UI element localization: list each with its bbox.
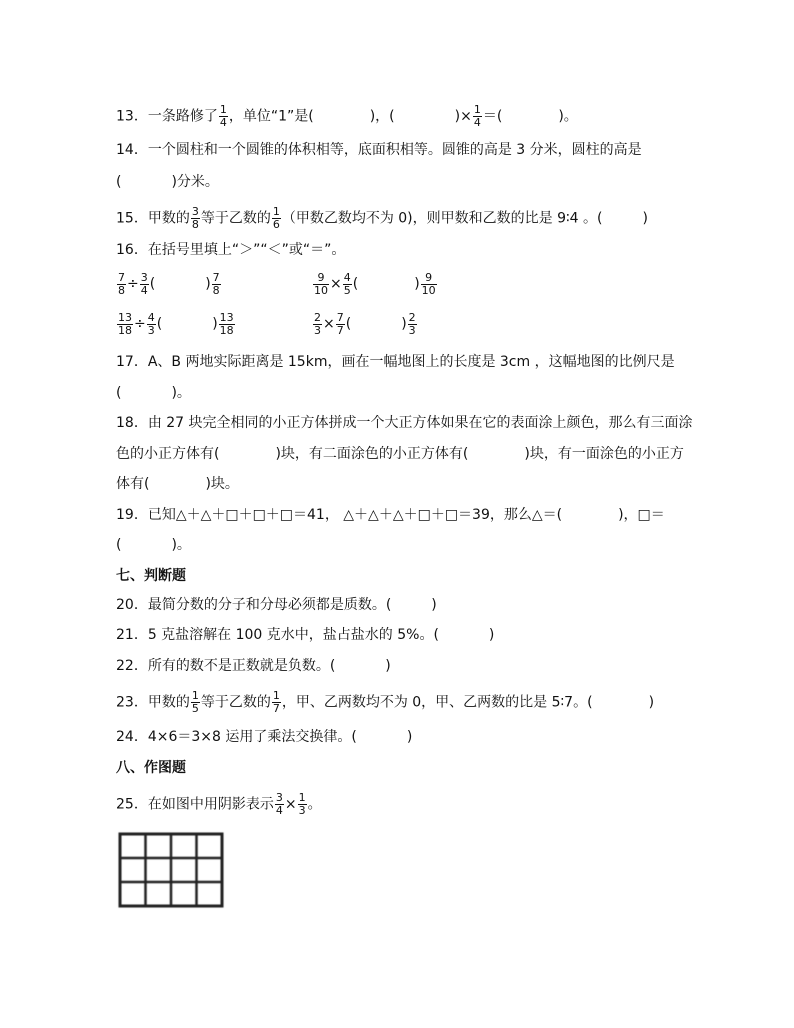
- q13-text-1: 一条路修了: [147, 108, 218, 125]
- q13-fraction-1: $\frac{1}{4}$: [219, 103, 227, 129]
- q16-expression-3: $\frac{13}{18}$ ÷ $\frac{4}{3}$ ( ) $\frac{13}{18}$: [118, 310, 234, 337]
- question-14-line-2: ( )分米。: [116, 174, 219, 190]
- shading-grid[interactable]: [118, 832, 224, 908]
- question-24: 24．4×6＝3×8 运用了乘法交换律。( ): [116, 729, 413, 745]
- q13-text-2: ，单位“1”是(: [228, 108, 314, 125]
- section-8-heading: 八、作图题: [116, 760, 186, 776]
- q23-fraction-1: $\frac{1}{5}$: [191, 689, 199, 715]
- question-20: 20．最简分数的分子和分母必须都是质数。( ): [116, 597, 437, 613]
- question-13: 13．一条路修了 $\frac{1}{4}$ ，单位“1”是( )，( )× $\frac{1}{4}$ ＝( )。: [116, 103, 578, 129]
- q15-fraction-1: $\frac{3}{8}$: [191, 205, 199, 231]
- question-15: 15．甲数的 $\frac{3}{8}$ 等于乙数的 $\frac{1}{6}$ （甲数乙数均不为 0)，则甲数和乙数的比是 9∶4 。( ): [116, 205, 648, 231]
- section-7-heading: 七、判断题: [116, 568, 186, 584]
- question-14-line-1: 14．一个圆柱和一个圆锥的体积相等，底面积相等。圆锥的高是 3 分米，圆柱的高是: [116, 142, 642, 158]
- question-16: 16．在括号里填上“＞”“＜”或“＝”。: [116, 242, 346, 258]
- question-23: 23．甲数的 $\frac{1}{5}$ 等于乙数的 $\frac{1}{7}$ ，甲、乙两数均不为 0，甲、乙两数的比是 5∶7。( ): [116, 689, 655, 715]
- q15-fraction-2: $\frac{1}{6}$: [272, 205, 280, 231]
- q13-fraction-2: $\frac{1}{4}$: [473, 103, 481, 129]
- question-17-line-2: ( )。: [116, 385, 191, 401]
- question-21: 21．5 克盐溶解在 100 克水中，盐占盐水的 5%。( ): [116, 627, 495, 643]
- question-17-line-1: 17．A、B 两地实际距离是 15km，画在一幅地图上的长度是 3cm ，这幅地图的比例尺是: [116, 354, 675, 370]
- q23-fraction-2: $\frac{1}{7}$: [272, 689, 280, 715]
- q13-number: 13．: [116, 108, 148, 125]
- question-19-line-1: 19．已知△＋△＋□＋□＋□＝41， △＋△＋△＋□＋□＝39，那么△＝( )，□＝: [116, 507, 665, 523]
- q16-expression-4: $\frac{2}{3}$ × $\frac{7}{7}$ ( ) $\frac{2}{3}$: [314, 310, 416, 337]
- q25-fraction-1: $\frac{3}{4}$: [275, 791, 283, 817]
- question-19-line-2: ( )。: [116, 537, 191, 553]
- question-18-line-1: 18．由 27 块完全相同的小正方体拼成一个大正方体如果在它的表面涂上颜色，那么有三面涂: [116, 415, 693, 431]
- q16-expression-1: $\frac{7}{8}$ ÷ $\frac{3}{4}$ ( ) $\frac{7}{8}$: [118, 270, 220, 297]
- question-22: 22．所有的数不是正数就是负数。( ): [116, 658, 391, 674]
- question-18-line-2: 色的小正方体有( )块，有二面涂色的小正方体有( )块，有一面涂色的小正方: [116, 446, 684, 462]
- q16-expression-2: $\frac{9}{10}$ × $\frac{4}{5}$ ( ) $\frac{9}{10}$: [314, 270, 436, 297]
- question-18-line-3: 体有( )块。: [116, 476, 239, 492]
- q25-fraction-2: $\frac{1}{3}$: [298, 791, 306, 817]
- question-25: 25．在如图中用阴影表示 $\frac{3}{4}$ × $\frac{1}{3}$ 。: [116, 791, 322, 817]
